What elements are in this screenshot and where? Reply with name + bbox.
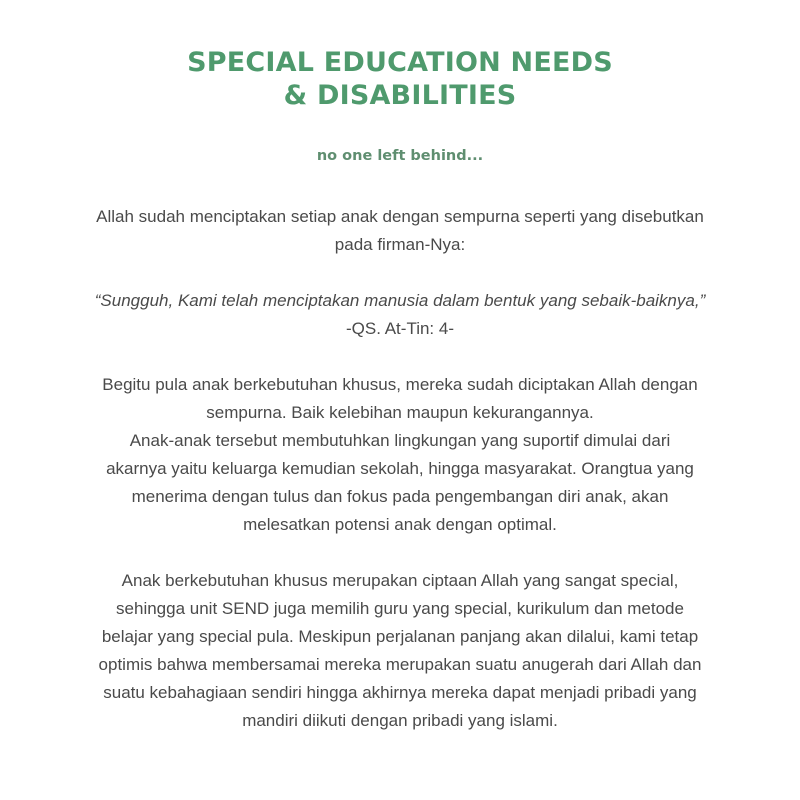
paragraph-line: suatu kebahagiaan sendiri hingga akhirnya mereka dapat menjadi pribadi yang — [103, 683, 697, 702]
paragraph-line: Begitu pula anak berkebutuhan khusus, mereka sudah diciptakan Allah dengan — [102, 375, 698, 394]
page-title — [0, 46, 800, 112]
paragraph-line: menerima dengan tulus dan fokus pada pengembangan diri anak, akan — [131, 487, 669, 506]
intro-line: pada firman-Nya: — [334, 235, 466, 254]
intro-line: Allah sudah menciptakan setiap anak dengan sempurna seperti yang disebutkan — [96, 207, 704, 226]
page-title-line-1: SPECIAL EDUCATION NEEDS — [187, 47, 613, 78]
paragraph-line: akarnya yaitu keluarga kemudian sekolah, hingga masyarakat. Orangtua yang — [106, 459, 694, 478]
paragraph-line: sehingga unit SEND juga memilih guru yang special, kurikulum dan metode — [116, 599, 684, 618]
paragraph-line: belajar yang special pula. Meskipun perjalanan panjang akan dilalui, kami tetap — [101, 627, 699, 646]
paragraph-line: optimis bahwa membersamai mereka merupakan suatu anugerah dari Allah dan — [98, 655, 702, 674]
paragraph-send-unit — [40, 567, 760, 735]
paragraph-line: mandiri diikuti dengan pribadi yang islami. — [242, 711, 558, 730]
paragraph-line: melesatkan potensi anak dengan optimal. — [243, 515, 557, 534]
page-title-line-2: & DISABILITIES — [283, 80, 517, 111]
paragraph-line: Anak berkebutuhan khusus merupakan ciptaan Allah yang sangat special, — [121, 571, 679, 590]
paragraph-line: sempurna. Baik kelebihan maupun kekurangannya. — [206, 403, 594, 422]
quran-quote — [40, 287, 760, 343]
tagline: no one left behind... — [316, 148, 484, 164]
quote-text: “Sungguh, Kami telah menciptakan manusia dalam bentuk yang sebaik-baiknya,” — [94, 291, 706, 310]
intro-paragraph — [40, 203, 760, 259]
paragraph-line: Anak-anak tersebut membutuhkan lingkungan yang suportif dimulai dari — [129, 431, 671, 450]
paragraph-support — [40, 371, 760, 539]
quote-source: -QS. At-Tin: 4- — [345, 319, 454, 338]
